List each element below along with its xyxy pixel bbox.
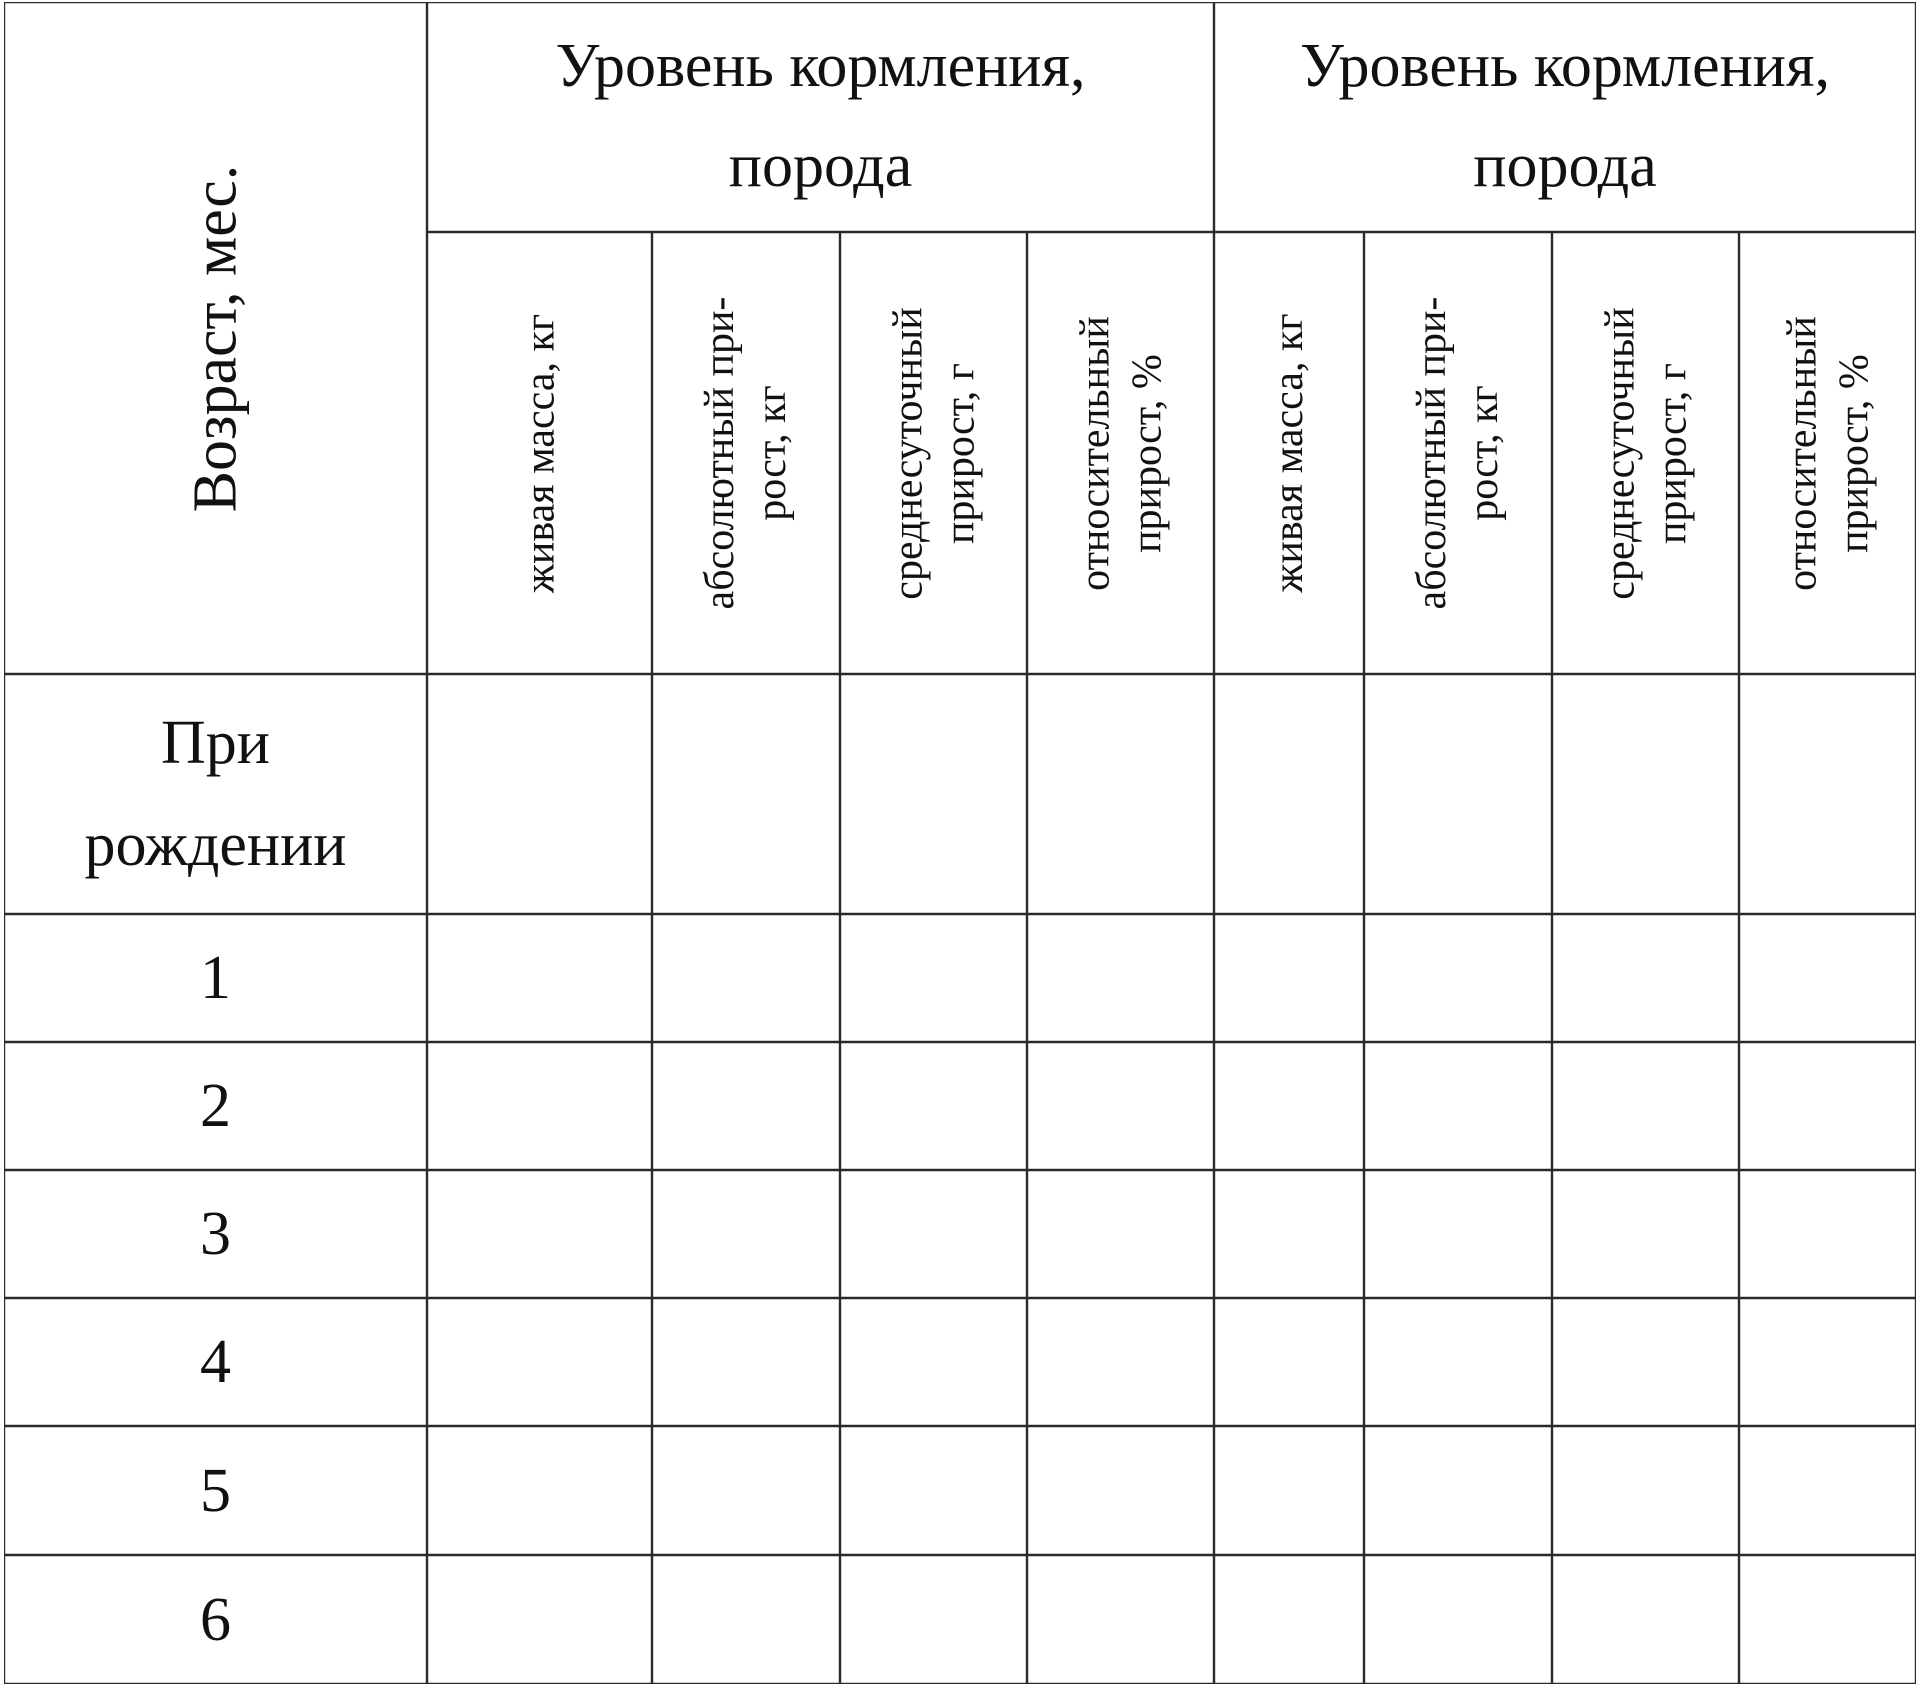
sub-header: среднесуточный прирост, г <box>1596 306 1695 600</box>
table-cell <box>840 1298 1027 1426</box>
table-cell <box>1027 1555 1214 1684</box>
table-cell <box>1364 674 1552 914</box>
group-header: Уровень кормления, порода <box>1300 32 1830 200</box>
table-cell <box>840 1042 1027 1170</box>
group-header: Уровень кормления, порода <box>555 32 1086 200</box>
table-cell <box>1027 674 1214 914</box>
table-cell <box>427 1555 652 1684</box>
sub-header: относительный прирост, % <box>1071 315 1170 591</box>
sub-header: абсолютный при- рост, кг <box>697 296 795 610</box>
table-cell <box>1739 1426 1916 1555</box>
table-cell <box>1027 1426 1214 1555</box>
table-cell <box>1739 914 1916 1042</box>
table-cell <box>427 1426 652 1555</box>
table-cell <box>427 674 652 914</box>
table-cell <box>1364 1298 1552 1426</box>
table-cell <box>652 1298 840 1426</box>
table-cell <box>1552 1170 1739 1298</box>
table-cell <box>1214 1170 1364 1298</box>
table-cell <box>1552 1042 1739 1170</box>
sub-header: живая масса, кг <box>516 313 563 593</box>
table-cell <box>1027 914 1214 1042</box>
table-cell <box>1739 1042 1916 1170</box>
row-age-label: 3 <box>200 1200 231 1268</box>
table-cell <box>1364 1042 1552 1170</box>
table-cell <box>652 914 840 1042</box>
table-cell <box>1552 914 1739 1042</box>
growth-table <box>4 2 1916 1684</box>
sub-header: среднесуточный прирост, г <box>884 306 983 600</box>
row-age-label: 1 <box>200 944 231 1012</box>
table-cell <box>427 914 652 1042</box>
sub-header: относительный прирост, % <box>1778 315 1877 591</box>
row-age-label: 5 <box>200 1456 231 1525</box>
row-age-label: При рождении <box>84 709 347 879</box>
table-cell <box>1552 1298 1739 1426</box>
table-cell <box>652 674 840 914</box>
table-cell <box>840 674 1027 914</box>
table-cell <box>1364 914 1552 1042</box>
table-cell <box>1739 1298 1916 1426</box>
sub-header: абсолютный при- рост, кг <box>1409 296 1507 610</box>
table-cell <box>1364 1555 1552 1684</box>
table-cell <box>840 1555 1027 1684</box>
table-cell <box>840 1426 1027 1555</box>
table-cell <box>652 1042 840 1170</box>
table-cell <box>427 1298 652 1426</box>
table-cell <box>1214 1426 1364 1555</box>
sub-header: живая масса, кг <box>1266 313 1312 593</box>
table-cell <box>1364 1426 1552 1555</box>
table-cell <box>652 1170 840 1298</box>
table-cell <box>1027 1170 1214 1298</box>
table-cell <box>1552 1555 1739 1684</box>
table-cell <box>1214 1298 1364 1426</box>
age-column-header: Возраст, мес. <box>181 164 249 512</box>
table-cell <box>652 1555 840 1684</box>
table-cell <box>1739 674 1916 914</box>
table-cell <box>1027 1042 1214 1170</box>
table-cell <box>652 1426 840 1555</box>
table-cell <box>1027 1298 1214 1426</box>
row-age-label: 4 <box>200 1328 231 1396</box>
table-cell <box>1364 1170 1552 1298</box>
table-cell <box>1214 1042 1364 1170</box>
table-cell <box>427 1170 652 1298</box>
table-cell <box>1739 1555 1916 1684</box>
table-cell <box>1739 1170 1916 1298</box>
table-cell <box>1552 1426 1739 1555</box>
table-cell <box>427 1042 652 1170</box>
table-cell <box>1214 914 1364 1042</box>
row-age-label: 6 <box>200 1585 231 1654</box>
table-cell <box>840 1170 1027 1298</box>
table-cell <box>1214 674 1364 914</box>
row-age-label: 2 <box>200 1072 231 1140</box>
table-cell <box>1552 674 1739 914</box>
table-cell <box>1214 1555 1364 1684</box>
table-cell <box>840 914 1027 1042</box>
